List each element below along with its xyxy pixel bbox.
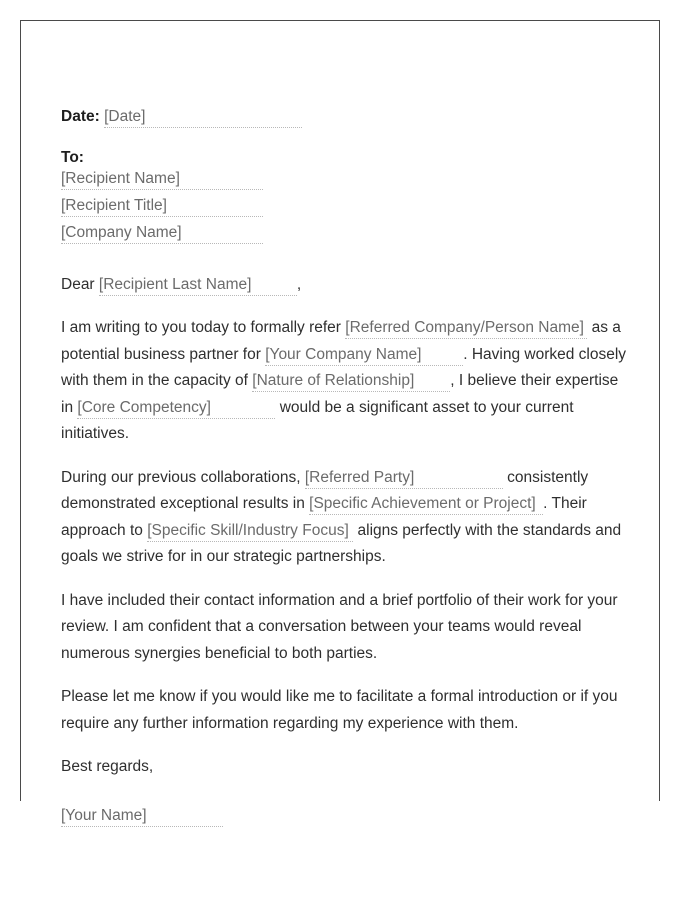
recipient-last-name-field[interactable]: [Recipient Last Name]: [99, 275, 297, 296]
recipient-block: [61, 147, 631, 244]
date-label: Date:: [61, 108, 100, 125]
paragraph-collaborations: [61, 465, 631, 571]
letter-page: [20, 20, 660, 824]
paragraph-portfolio: I have included their contact information and a brief portfolio of their work for your review. I am confident that a conversation between your teams would reveal numerous synergies beneficial to both parties.: [61, 591, 618, 662]
signature-line: [61, 803, 631, 830]
recipient-name-field[interactable]: [Recipient Name]: [61, 169, 263, 190]
p1-text-2: as a potential business partner for: [61, 319, 621, 363]
p1-text-1: I am writing to you today to formally refer: [61, 319, 341, 336]
relationship-field[interactable]: [Nature of Relationship]: [252, 371, 450, 392]
achievement-field[interactable]: [Specific Achievement or Project]: [309, 494, 543, 515]
p2-text-1: During our previous collaborations,: [61, 468, 301, 486]
paragraph-introduction: Please let me know if you would like me to facilitate a formal introduction or if you require any further information regarding my experience with them.: [61, 688, 618, 732]
skill-focus-field[interactable]: [Specific Skill/Industry Focus]: [147, 521, 353, 542]
core-competency-field[interactable]: [Core Competency]: [77, 398, 275, 419]
p1-text-4: , I believe their expertise in: [61, 372, 619, 416]
salutation: [61, 272, 631, 299]
salutation-prefix: Dear: [61, 275, 95, 293]
paragraph-referral: [61, 315, 631, 448]
company-name-field[interactable]: [Company Name]: [61, 223, 263, 244]
your-company-field[interactable]: [Your Company Name]: [265, 345, 463, 366]
p2-text-3: . Their approach to: [61, 495, 587, 539]
letter-body: [61, 104, 631, 829]
closing: Best regards,: [61, 758, 154, 775]
to-label: To:: [61, 148, 84, 166]
referred-party-field[interactable]: [Referred Party]: [305, 468, 503, 489]
salutation-comma: ,: [296, 275, 302, 293]
your-name-field[interactable]: [Your Name]: [61, 806, 223, 827]
date-field[interactable]: [Date]: [104, 107, 302, 128]
referred-company-field[interactable]: [Referred Company/Person Name]: [345, 318, 587, 339]
recipient-title-field[interactable]: [Recipient Title]: [61, 196, 263, 217]
date-line: [61, 104, 631, 131]
p1-text-5: would be a significant asset to your current initiatives.: [61, 398, 574, 442]
p2-text-2: consistently demonstrated exceptional results in: [61, 468, 589, 512]
p2-text-4: aligns perfectly with the standards and goals we strive for in our strategic partnerships.: [61, 521, 622, 565]
p1-text-3: . Having worked closely with them in the capacity of: [61, 345, 627, 389]
